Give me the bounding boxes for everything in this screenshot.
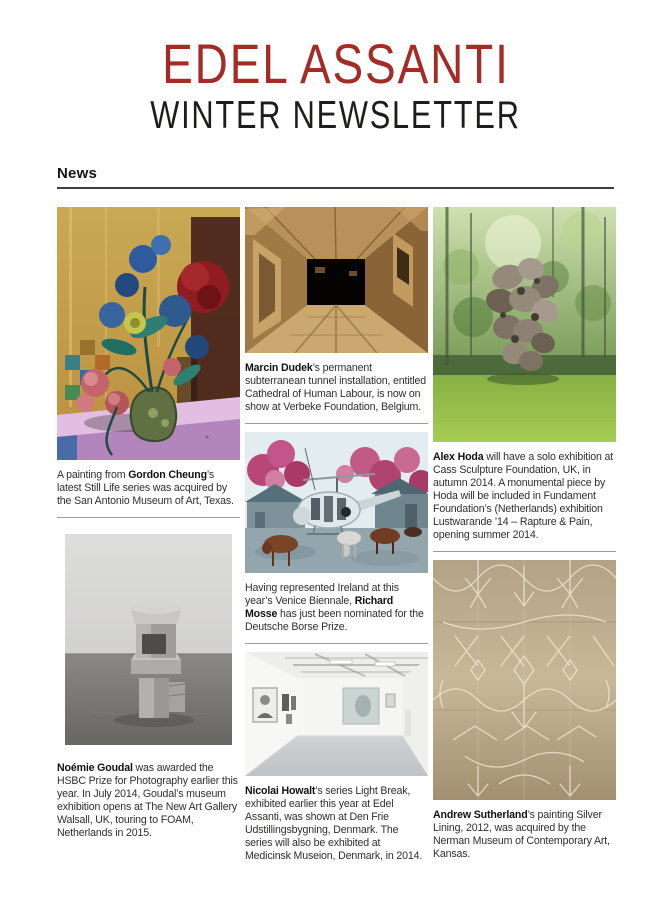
caption-text: ’s latest Still Life series was acquired by the San Antonio Museum of Art, Texas. (57, 469, 234, 507)
news-grid (57, 207, 616, 863)
column-divider (245, 643, 428, 644)
caption-text: has just been nominated for the Deutsche Borse Prize. (245, 608, 424, 633)
caption-text: ’s permanent subterranean tunnel installation, entitled Cathedral of Human Labour, is now on show at Verbeke Foundation, Belgium. (245, 362, 426, 413)
caption-text: ’s painting Silver Lining, 2012, was acquired by the Nerman Museum of Contemporary Art, Kansas. (433, 809, 610, 860)
artist-name: Alex Hoda (433, 451, 484, 463)
caption-text: will have a solo exhibition at Cass Sculpture Foundation, UK, in autumn 2014. A monumental piece by Hoda will be included in Fundament Foundation’s (Netherlands) exhibition Lustwarande ’14 – Rapture & Pain, opening summer 2014. (433, 451, 614, 541)
article-noemie-goudal (57, 526, 240, 840)
wooden-tunnel-installation-image (245, 207, 428, 353)
article-richard-mosse (245, 432, 428, 634)
artist-name: Gordon Cheung (128, 469, 207, 481)
concrete-tower-photograph-image (57, 526, 240, 753)
caption-noemie-goudal (57, 762, 240, 840)
caption-marcin-dudek (245, 362, 428, 414)
masthead (0, 0, 671, 137)
caption-text: Having represented Ireland at this year’s Venice Biennale, (245, 582, 399, 607)
column-divider (433, 551, 616, 552)
column-middle (245, 207, 428, 863)
silver-lining-painting-image (433, 560, 616, 800)
caption-alex-hoda (433, 451, 616, 542)
gallery-logo-title: EDEL ASSANTI (161, 32, 510, 96)
column-divider (57, 517, 240, 518)
newsletter-subtitle: WINTER NEWSLETTER (150, 93, 521, 137)
caption-nicolai-howalt (245, 785, 428, 863)
caption-gordon-cheung (57, 469, 240, 508)
column-left (57, 207, 240, 840)
section-rule (57, 187, 614, 189)
caption-text: was awarded the HSBC Prize for Photography earlier this year. In July 2014, Goudal’s museum exhibition opens at The New Art Gallery Walsall, UK, touring to FOAM, Netherlands in 2015. (57, 762, 238, 839)
caption-text: A painting from (57, 469, 129, 481)
artist-name: Nicolai Howalt (245, 785, 316, 797)
article-andrew-sutherland (433, 560, 616, 861)
column-divider (245, 423, 428, 424)
news-section-title: News (57, 165, 97, 182)
column-right (433, 207, 616, 861)
caption-richard-mosse (245, 582, 428, 634)
infrared-helicopter-photograph-image (245, 432, 428, 573)
news-section-header (57, 165, 614, 189)
article-marcin-dudek (245, 207, 428, 414)
gallery-installation-view-image (245, 652, 428, 776)
caption-andrew-sutherland (433, 809, 616, 861)
article-alex-hoda (433, 207, 616, 542)
caption-text: ’s series Light Break, exhibited earlier this year at Edel Assanti, was shown at Den Frie Udstillingsbygning, Denmark. The series will also be exhibited at Medicinsk Museion, Denmark, in 2014. (245, 785, 423, 862)
artist-name: Andrew Sutherland (433, 809, 528, 821)
artist-name: Richard Mosse (245, 595, 394, 620)
still-life-painting-image (57, 207, 240, 460)
artist-name: Marcin Dudek (245, 362, 313, 374)
article-nicolai-howalt (245, 652, 428, 863)
artist-name: Noémie Goudal (57, 762, 133, 774)
bronze-sculpture-in-park-image (433, 207, 616, 442)
article-gordon-cheung (57, 207, 240, 508)
